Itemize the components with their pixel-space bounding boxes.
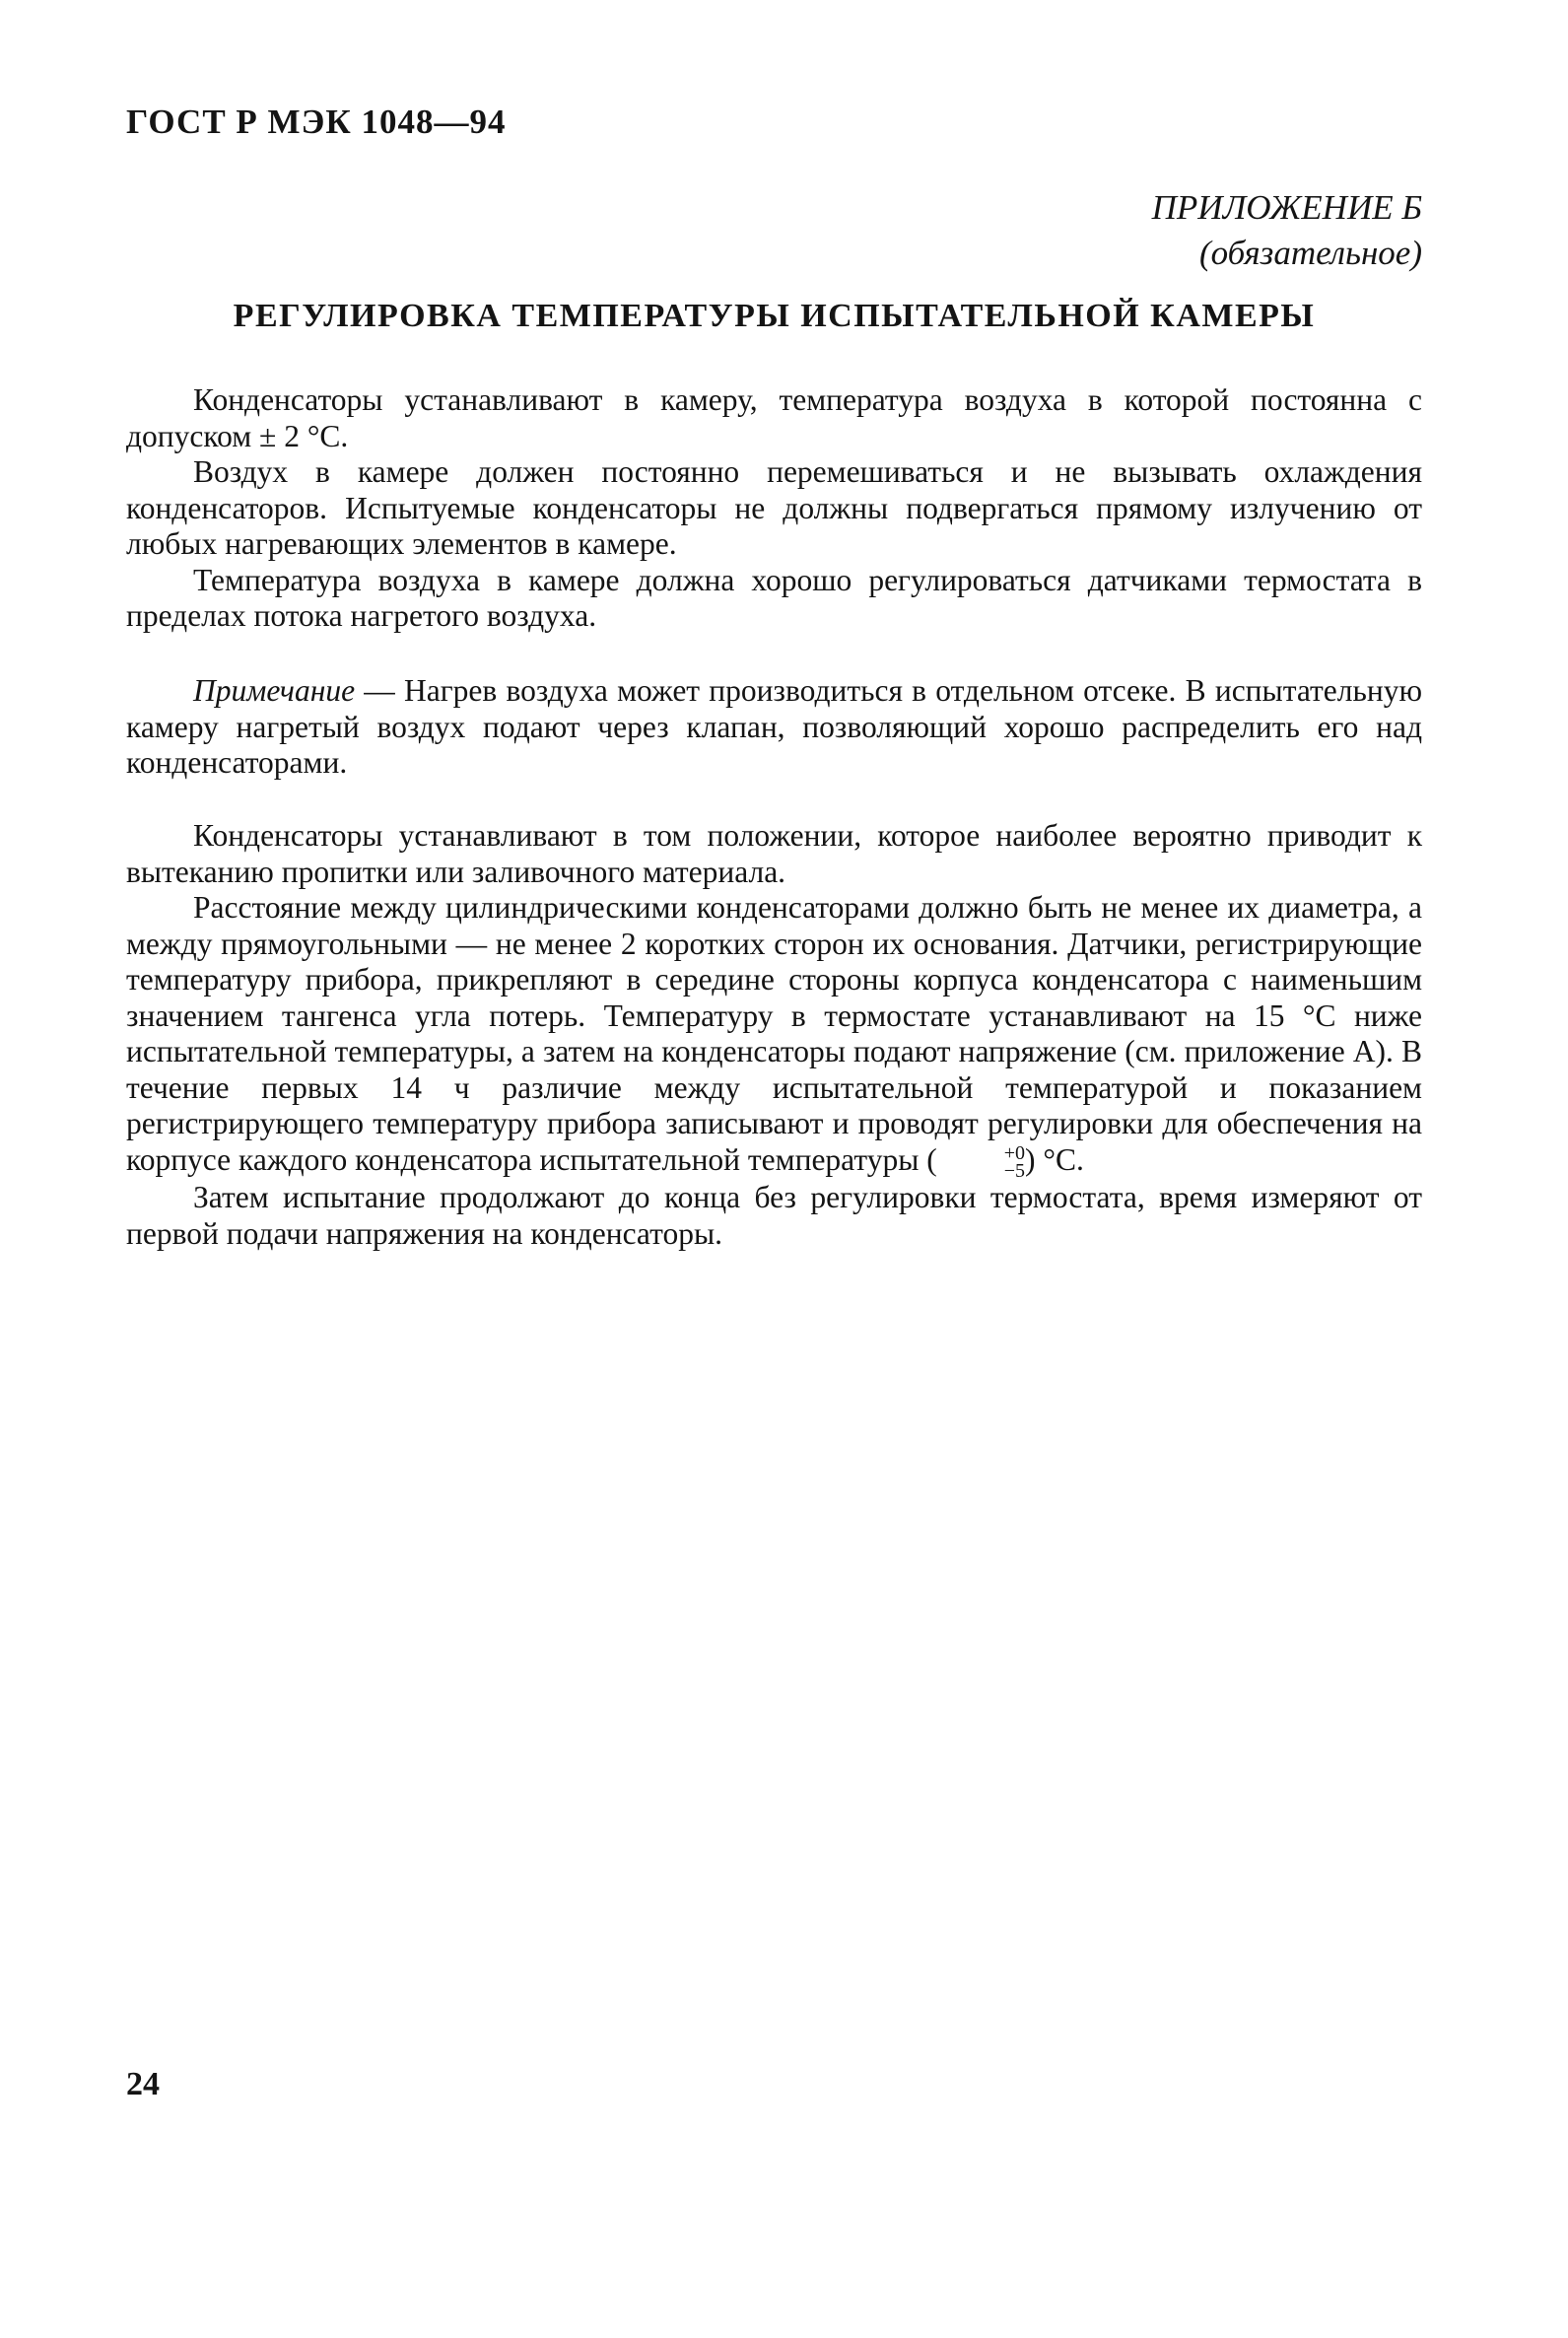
paragraph: Воздух в камере должен постоянно перемешиваться и не вызывать охлаждения конденсаторов. Испытуемые конденсаторы не должны подвергаться прямому излучению от любых нагревающих элементов в камере.: [126, 454, 1422, 561]
appendix-heading: [1152, 185, 1422, 276]
section-title: РЕГУЛИРОВКА ТЕМПЕРАТУРЫ ИСПЫТАТЕЛЬНОЙ КАМЕРЫ: [233, 298, 1316, 334]
paragraph: Конденсаторы устанавливают в том положении, которое наиболее вероятно приводит к вытеканию пропитки или заливочного материала.: [126, 818, 1422, 889]
paragraph: Температура воздуха в камере должна хорошо регулироваться датчиками термостата в пределах потока нагретого воздуха.: [126, 562, 1422, 633]
body-block-1: [126, 382, 1422, 635]
note-block: [126, 673, 1422, 782]
standard-header: ГОСТ Р МЭК 1048—94: [126, 103, 507, 141]
temperature-tolerance: [937, 1142, 1026, 1183]
paragraph: Конденсаторы устанавливают в камеру, температура воздуха в которой постоянна с допуском ± 2 °С.: [126, 382, 1422, 453]
tolerance-upper: +0: [1003, 1142, 1026, 1165]
paragraph-with-tolerance: [126, 890, 1422, 1183]
body-block-2: [126, 818, 1422, 1252]
paragraph-tail: ) °С.: [1025, 1141, 1084, 1177]
paragraph: Затем испытание продолжают до конца без регулировки термостата, время измеряют от первой подачи напряжения на конденсаторы.: [126, 1180, 1422, 1251]
note-label: Примечание: [193, 673, 356, 708]
page-number: 24: [126, 2066, 160, 2102]
appendix-status: (обязательное): [1198, 234, 1422, 272]
appendix-label: ПРИЛОЖЕНИЕ Б: [1151, 188, 1422, 227]
tolerance-lower: −5: [1003, 1160, 1026, 1183]
paragraph-text: Расстояние между цилиндрическими конденсаторами должно быть не менее их диаметра, а между прямоугольными — не менее 2 коротких сторон их основания. Датчики, регистрирующие температуру прибора, прикрепляют в середине стороны корпуса конденсатора с наименьшим значением тангенса угла потерь. Температуру в термостате устанавливают на 15 °С ниже испытательной температуры, а затем на конденсаторы подают напряжение (см. приложение А). В течение первых 14 ч различие между испытательной температурой и показанием регистрирующего температуру прибора записывают и проводят регулировки для обеспечения на корпусе каждого конденсатора испытательной температуры (: [126, 890, 1422, 1177]
note-text: — Нагрев воздуха может производиться в отдельном отсеке. В испытательную камеру нагретый воздух подают через клапан, позволяющий хорошо распределить его над конденсаторами.: [126, 673, 1422, 780]
note-paragraph: [126, 673, 1422, 782]
